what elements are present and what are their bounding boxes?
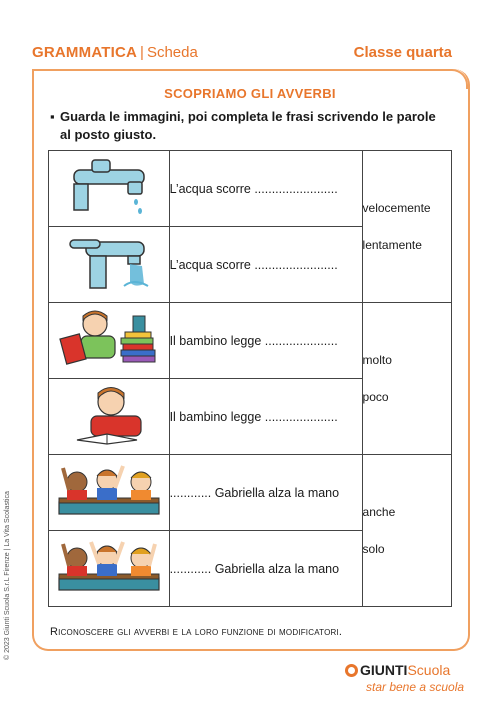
- option-word: anche: [362, 505, 396, 519]
- children-raising-hands-icon: [49, 455, 170, 531]
- options-group-3: [362, 455, 451, 607]
- bullet: ▪: [50, 109, 55, 124]
- exercise-table: [48, 150, 452, 607]
- option-word: molto: [362, 353, 392, 367]
- option-word: velocemente: [362, 201, 431, 215]
- logo-mark-icon: [345, 664, 358, 677]
- header-subject: GRAMMATICA | Scheda: [32, 44, 198, 61]
- instruction-text: Guarda le immagini, poi completa le frasi scrivendo le parole al posto giusto.: [60, 109, 436, 142]
- sentence-5: ............ Gabriella alza la mano: [169, 455, 362, 531]
- sentence-4: Il bambino legge .....................: [169, 379, 362, 455]
- faucet-running-icon: [49, 227, 170, 303]
- sentence-1: L’acqua scorre ........................: [169, 151, 362, 227]
- page-title: SCOPRIAMO GLI AVVERBI: [164, 86, 336, 101]
- options-group-1: [362, 151, 451, 303]
- children-raising-hands-icon: [49, 531, 170, 607]
- sentence-6: ............ Gabriella alza la mano: [169, 531, 362, 607]
- option-word: poco: [362, 390, 389, 404]
- logo-tagline: star bene a scuola: [366, 680, 465, 694]
- boy-reading-one-book-icon: [49, 379, 170, 455]
- learning-objective: Riconoscere gli avverbi e la loro funzione di modificatori.: [50, 626, 343, 638]
- faucet-dripping-icon: [49, 151, 170, 227]
- giunti-scuola-logo: GIUNTIScuola: [345, 662, 450, 678]
- header-grade: Classe quarta: [353, 44, 452, 61]
- option-word: solo: [362, 542, 385, 556]
- boy-reading-many-books-icon: [49, 303, 170, 379]
- header-type: Scheda: [146, 44, 198, 61]
- sentence-3: Il bambino legge .....................: [169, 303, 362, 379]
- instruction: [50, 108, 450, 144]
- option-word: lentamente: [362, 238, 422, 252]
- copyright-note: © 2023 Giunti Scuola S.r.L Firenze | La Vita Scolastica: [4, 491, 11, 660]
- options-group-2: [362, 303, 451, 455]
- sentence-2: L’acqua scorre ........................: [169, 227, 362, 303]
